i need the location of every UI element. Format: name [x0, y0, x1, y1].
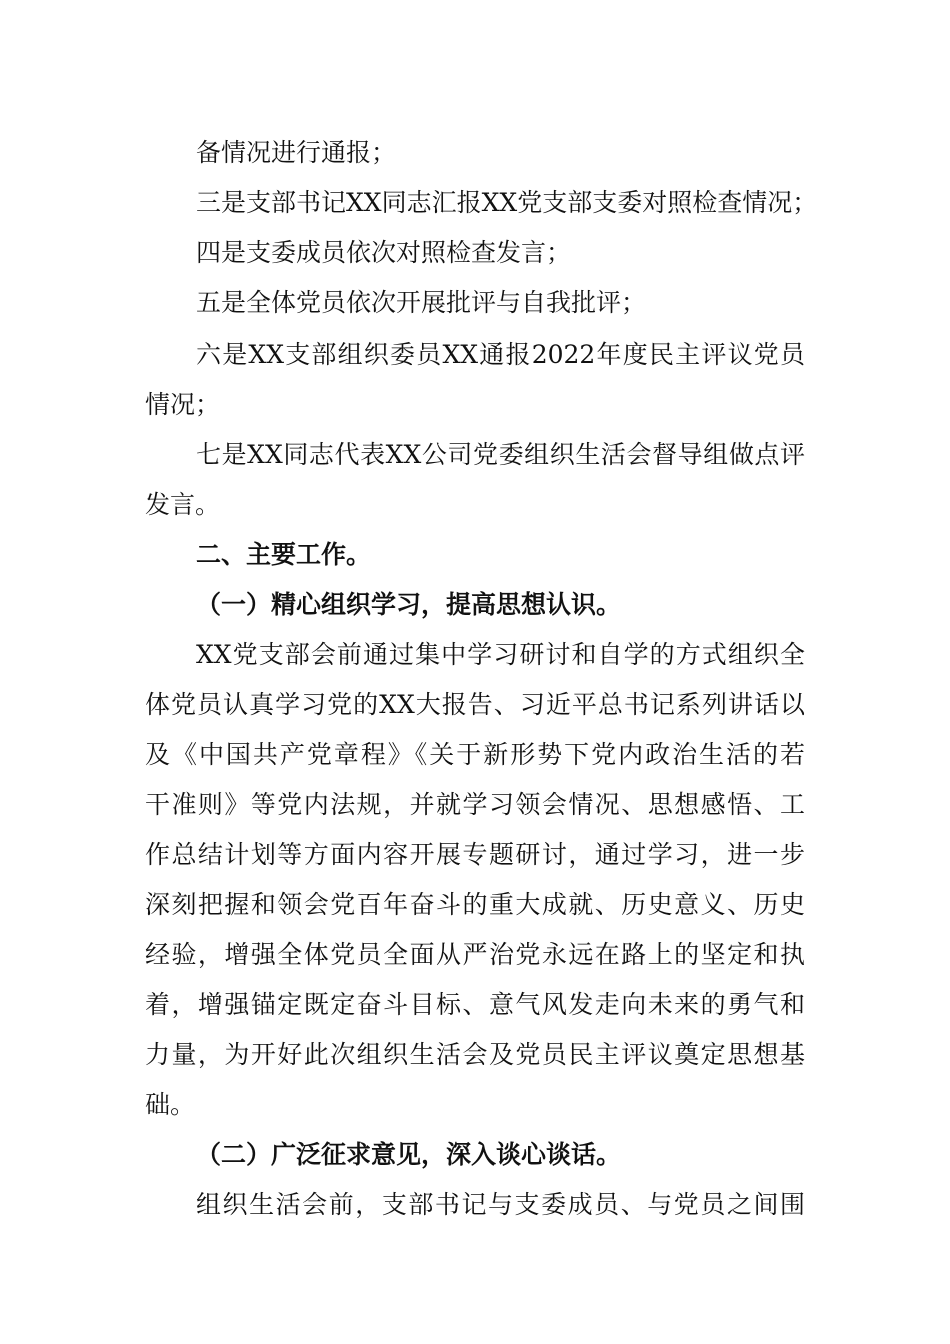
paragraph-line: 组织生活会前，支部书记与支委成员、与党员之间围 — [196, 1190, 805, 1219]
paragraph-line: 及《中国共产党章程》《关于新形势下党内政治生活的若 — [145, 740, 805, 769]
subsection-heading: （一）精心组织学习，提高思想认识。 — [196, 590, 622, 619]
paragraph-line: 干准则》等党内法规，并就学习领会情况、思想感悟、工 — [145, 790, 805, 819]
paragraph-line: 情况； — [145, 390, 221, 419]
paragraph-line: 发言。 — [145, 490, 221, 519]
paragraph-line: 着，增强锚定既定奋斗目标、意气风发走向未来的勇气和 — [145, 990, 805, 1019]
paragraph-line: 三是支部书记XX同志汇报XX党支部支委对照检查情况； — [196, 188, 818, 217]
paragraph-line: 础。 — [145, 1090, 196, 1119]
paragraph-line: 经验，增强全体党员全面从严治党永远在路上的坚定和执 — [145, 940, 805, 969]
paragraph-line: 深刻把握和领会党百年奋斗的重大成就、历史意义、历史 — [145, 890, 805, 919]
paragraph-line: 六是XX支部组织委员XX通报2022年度民主评议党员 — [196, 340, 805, 369]
paragraph-line: XX党支部会前通过集中学习研讨和自学的方式组织全 — [196, 640, 805, 669]
paragraph-line: 七是XX同志代表XX公司党委组织生活会督导组做点评 — [196, 440, 805, 469]
paragraph-line: 力量，为开好此次组织生活会及党员民主评议奠定思想基 — [145, 1040, 805, 1069]
paragraph-line: 四是支委成员依次对照检查发言； — [196, 238, 572, 267]
paragraph-line: 五是全体党员依次开展批评与自我批评； — [196, 288, 647, 317]
paragraph-line: 作总结计划等方面内容开展专题研讨，通过学习，进一步 — [145, 840, 805, 869]
paragraph-line: 体党员认真学习党的XX大报告、习近平总书记系列讲话以 — [145, 690, 805, 719]
section-heading: 二、主要工作。 — [196, 540, 372, 569]
subsection-heading: （二）广泛征求意见，深入谈心谈话。 — [196, 1140, 622, 1169]
paragraph-line: 备情况进行通报； — [196, 138, 397, 167]
